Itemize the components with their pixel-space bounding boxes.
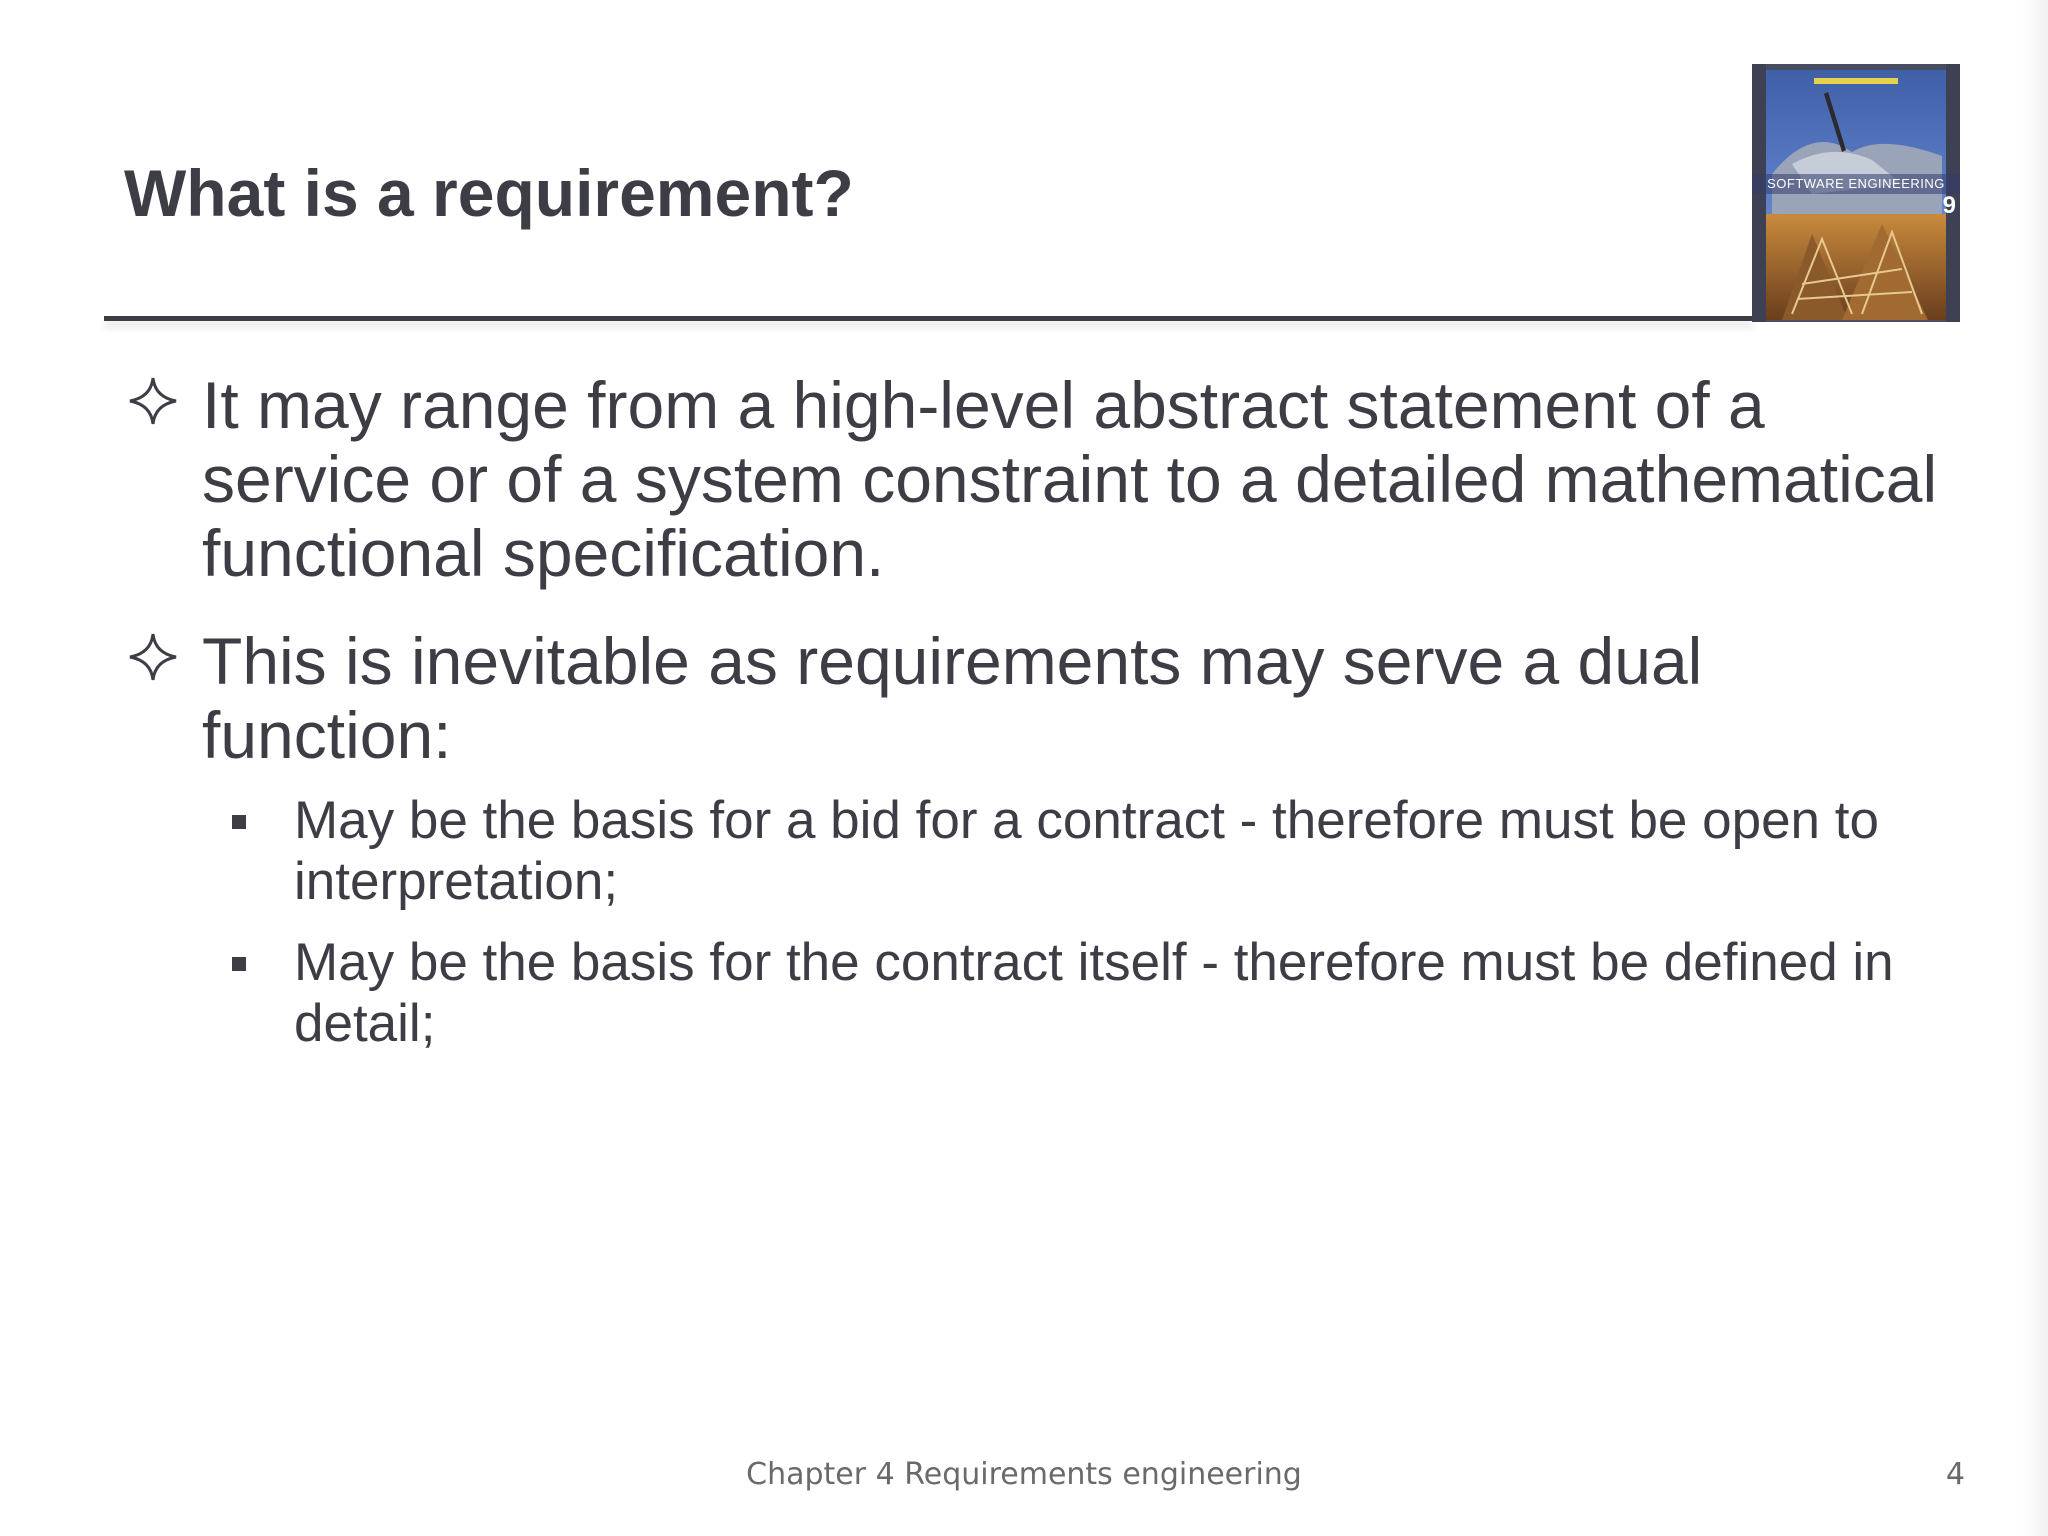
bullet-item [126,624,1956,772]
bullet-text: It may range from a high-level abstract statement of a service or of a system constraint to a detailed mathematical functional specification. [202,368,1938,590]
page-number: 4 [1945,1457,1965,1492]
sub-bullet-item [126,932,1956,1054]
four-point-star-outline-icon [126,374,180,428]
slide-footer: Chapter 4 Requirements engineering [746,1457,1302,1492]
sub-bullet-text: May be the basis for the contract itself - therefore must be defined in detail; [294,933,1894,1053]
bullet-list [126,368,1956,1074]
bullet-item [126,368,1956,590]
slide-title: What is a requirement? [124,156,854,230]
title-divider [104,316,1754,321]
square-bullet-icon [232,815,246,829]
sub-bullet-text: May be the basis for a bid for a contract - therefore must be open to interpretation; [294,791,1879,911]
square-bullet-icon [232,957,246,971]
bullet-text: This is inevitable as requirements may serve a dual function: [202,624,1703,772]
sub-bullet-item [126,790,1956,912]
slide-edge-shade [2020,0,2048,1536]
four-point-star-outline-icon [126,630,180,684]
book-cover-image [1752,64,1960,322]
cover-caption: SOFTWARE ENGINEERING [1767,176,1945,191]
cover-edition: 9 [1942,192,1956,219]
sub-bullet-list [126,790,1956,1054]
